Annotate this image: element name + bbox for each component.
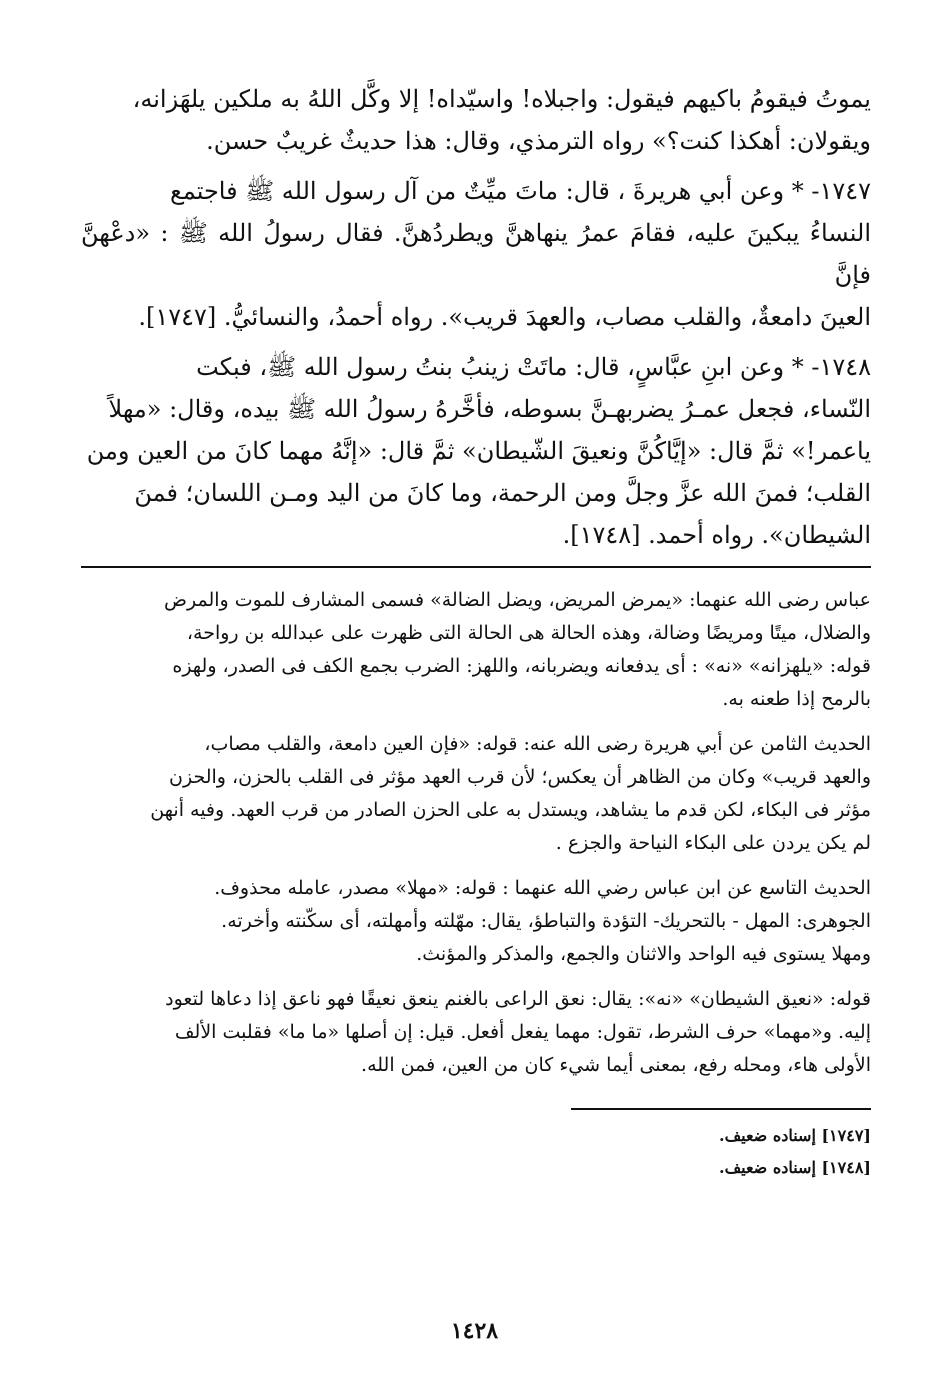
text-line: والعهد قريب» وكان من الظاهر أن يعكس؛ لأن قرب العهد مؤثر فى القلب بالحزن، والحزن <box>169 766 871 788</box>
text-line: ١٧٤٨- * وعن ابنِ عبَّاسٍ، قال: ماتَتْ زينبُ بنتُ رسول الله ﷺ، فبكت <box>196 353 871 381</box>
text-line: النّساء، فجعل عمـرُ يضربهـنَّ بسوطه، فأخَّرهُ رسولُ الله ﷺ بيده، وقال: «مهلاً <box>108 395 871 423</box>
text-line: النساءُ يبكينَ عليه، فقامَ عمرُ ينهاهنَّ ويطردُهنَّ. فقال رسولُ الله ﷺ : «دعْهنَّ فإنَّ <box>81 219 871 289</box>
commentary-paragraph <box>81 872 871 971</box>
commentary-paragraph <box>81 728 871 860</box>
text-line: ومهلا يستوى فيه الواحد والاثنان والجمع، والمذكر والمؤنث. <box>416 943 871 965</box>
text-line: القلب؛ فمنَ الله عزَّ وجلَّ ومن الرحمة، وما كانَ من اليد ومـن اللسان؛ فمنَ <box>134 479 871 507</box>
text-line: يموتُ فيقومُ باكيهم فيقول: واجبلاه! واسيّداه! إلا وكَّل اللهُ به ملكين يلهَزانه، <box>132 85 871 113</box>
section-divider <box>81 566 871 568</box>
text-line: قوله: «نعيق الشيطان» «نه»: يقال: نعق الراعى بالغنم ينعق نعيقًا فهو ناعق إذا دعاها لتعود <box>165 988 871 1010</box>
commentary-paragraph <box>81 983 871 1082</box>
text-line: ويقولان: أهكذا كنت؟» رواه الترمذي، وقال: هذا حديثٌ غريبٌ حسن. <box>206 127 871 155</box>
commentary-section <box>81 584 871 1082</box>
footnotes-section <box>81 1120 871 1184</box>
text-line: والضلال، ميتًا ومريضًا وضالة، وهذه الحالة هى الحالة التى ظهرت على عبدالله بن رواحة، <box>186 622 871 644</box>
page-number: ١٤٢٨ <box>450 1318 499 1344</box>
footnote-1747: [١٧٤٧] إسناده ضعيف. <box>719 1126 871 1145</box>
hadith-paragraph-continuation <box>81 78 871 162</box>
text-line: الشيطان». رواه أحمد. [١٧٤٨]. <box>562 521 871 549</box>
text-line: ياعمر!» ثمَّ قال: «إيَّاكُنَّ ونعيقَ الشّيطان» ثمَّ قال: «إنَّهُ مهما كانَ من العين ومن <box>86 437 871 465</box>
text-line: العينَ دامعةٌ، والقلب مصاب، والعهدَ قريب». رواه أحمدُ، والنسائيُّ. [١٧٤٧]. <box>138 303 871 331</box>
text-line: الأولى هاء، ومحله رفع، بمعنى أيما شيء كان من العين، فمن الله. <box>361 1054 871 1076</box>
text-line: الحديث الثامن عن أبي هريرة رضى الله عنه: قوله: «فإن العين دامعة، والقلب مصاب، <box>204 733 871 755</box>
commentary-paragraph <box>81 584 871 716</box>
footnote-divider <box>571 1108 871 1110</box>
text-line: الحديث التاسع عن ابن عباس رضي الله عنهما : قوله: «مهلا» مصدر، عامله محذوف. <box>214 877 871 899</box>
page-body <box>81 78 871 1184</box>
text-line: إليه. و«مهما» حرف الشرط، تقول: مهما يفعل أفعل. قيل: إن أصلها «ما ما» فقلبت الألف <box>174 1021 871 1043</box>
hadith-paragraph-1747 <box>81 170 871 338</box>
footnote-1748: [١٧٤٨] إسناده ضعيف. <box>719 1158 871 1177</box>
text-line: قوله: «يلهزانه» «نه» : أى يدفعانه ويضربانه، واللهز: الضرب بجمع الكف فى الصدر، ولهزه <box>172 655 871 677</box>
hadith-text-section <box>81 78 871 556</box>
text-line: الجوهرى: المهل - بالتحريك- التؤدة والتباطؤ، يقال: مهّلته وأمهلته، أى سكّنته وأخرته. <box>221 910 871 932</box>
text-line: لم يكن يردن على البكاء النياحة والجزع . <box>555 832 871 854</box>
text-line: مؤثر فى البكاء، لكن قدم ما يشاهد، ويستدل به على الحزن الصادر من قرب العهد. وفيه أنهن <box>150 799 871 821</box>
text-line: بالرمح إذا طعنه به. <box>722 688 871 710</box>
text-line: ١٧٤٧- * وعن أبي هريرةَ ، قال: ماتَ ميِّتٌ من آل رسول الله ﷺ فاجتمع <box>170 177 871 205</box>
hadith-paragraph-1748 <box>81 346 871 556</box>
text-line: عباس رضى الله عنهما: «يمرض المريض، ويضل الضالة» فسمى المشارف للموت والمرض <box>164 589 871 611</box>
